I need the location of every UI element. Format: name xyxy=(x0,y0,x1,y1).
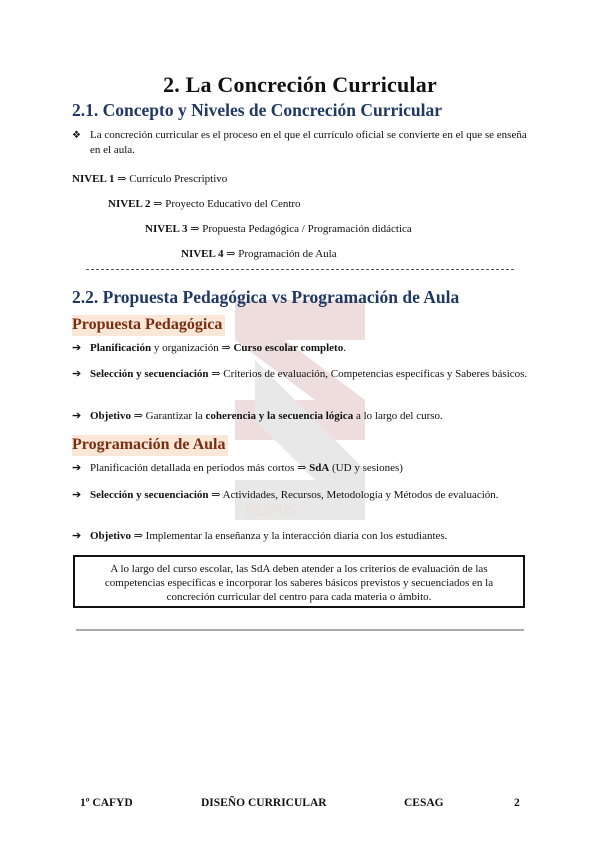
arrow-icon: ⇒ xyxy=(117,173,127,185)
level-3 xyxy=(145,222,412,237)
item-bold2: coherencia y la secuencia lógica xyxy=(205,410,354,422)
bottom-rule xyxy=(76,629,524,631)
item-tail: a lo largo del curso. xyxy=(353,410,443,422)
level-text: Currículo Prescriptivo xyxy=(129,173,228,185)
level-label: NIVEL 1 xyxy=(72,173,115,185)
item-bold: Objetivo xyxy=(90,530,131,542)
watermark-text: CESPUS xyxy=(245,504,297,519)
propuesta-item xyxy=(72,341,532,356)
programacion-item xyxy=(72,488,532,503)
level-4 xyxy=(181,247,337,262)
concept-text: La concreción curricular es el proceso en el que el currículo oficial se convierte en el que se enseña en el aula. xyxy=(90,129,527,156)
dashed-divider xyxy=(86,269,514,270)
item-bold: Selección y secuenciación xyxy=(90,489,209,501)
propuesta-item xyxy=(72,367,532,382)
concept-bullet xyxy=(72,128,532,158)
page-title: 2. La Concreción Curricular xyxy=(163,72,437,97)
arrow-icon: ⇒ xyxy=(226,248,236,260)
level-1 xyxy=(72,172,227,187)
item-text: ⇒ Garantizar la xyxy=(130,410,206,422)
footer-center: CESAG xyxy=(404,797,444,809)
arrow-bullet-icon: ➔ xyxy=(72,489,82,501)
item-text: ⇒ Criterios de evaluación, Competencias específicas y Saberes básicos. xyxy=(208,368,528,380)
arrow-bullet-icon: ➔ xyxy=(72,462,82,474)
arrow-bullet-icon: ➔ xyxy=(72,410,82,422)
footer-course: 1º CAFYD xyxy=(80,797,133,809)
footer-page-number: 2 xyxy=(514,797,520,809)
item-text: ⇒ Implementar la enseñanza y la interacción diaria con los estudiantes. xyxy=(130,530,448,542)
item-bold: Selección y secuenciación xyxy=(90,368,209,380)
arrow-icon: ⇒ xyxy=(153,198,163,210)
level-text: Programación de Aula xyxy=(238,248,337,260)
item-bold2: SdA xyxy=(309,462,330,474)
level-text: Proyecto Educativo del Centro xyxy=(165,198,301,210)
programacion-heading: Programación de Aula xyxy=(72,435,228,456)
diamond-bullet-icon: ❖ xyxy=(72,130,81,141)
section2-heading: 2.2. Propuesta Pedagógica vs Programación de Aula xyxy=(72,287,460,307)
programacion-item xyxy=(72,461,532,476)
programacion-item xyxy=(72,529,532,544)
arrow-bullet-icon: ➔ xyxy=(72,342,82,354)
level-label: NIVEL 3 xyxy=(145,223,188,235)
level-label: NIVEL 2 xyxy=(108,198,151,210)
item-tail: (UD y sesiones) xyxy=(329,462,403,474)
arrow-bullet-icon: ➔ xyxy=(72,368,82,380)
footer-subject: DISEÑO CURRICULAR xyxy=(201,797,327,809)
item-tail: . xyxy=(343,342,346,354)
item-bold: Planificación xyxy=(90,342,152,354)
propuesta-item xyxy=(72,409,532,424)
level-label: NIVEL 4 xyxy=(181,248,224,260)
item-bold2: Curso escolar completo xyxy=(233,342,344,354)
item-bold: Objetivo xyxy=(90,410,131,422)
level-2 xyxy=(108,197,301,212)
note-box: A lo largo del curso escolar, las SdA deben atender a los criterios de evaluación de las competencias específicas e incorporar los saberes básicos previstos y secuenciados en la concreción curricular del centro para cada materia o ámbito. xyxy=(73,555,525,608)
item-text: Planificación detallada en períodos más cortos ⇒ xyxy=(90,462,310,474)
item-text: ⇒ Actividades, Recursos, Metodología y Métodos de evaluación. xyxy=(208,489,499,501)
item-text: y organización ⇒ xyxy=(151,342,234,354)
propuesta-heading: Propuesta Pedagógica xyxy=(72,315,225,336)
section1-heading: 2.1. Concepto y Niveles de Concreción Curricular xyxy=(72,100,443,120)
level-text: Propuesta Pedagógica / Programación didáctica xyxy=(202,223,412,235)
arrow-bullet-icon: ➔ xyxy=(72,530,82,542)
arrow-icon: ⇒ xyxy=(190,223,200,235)
